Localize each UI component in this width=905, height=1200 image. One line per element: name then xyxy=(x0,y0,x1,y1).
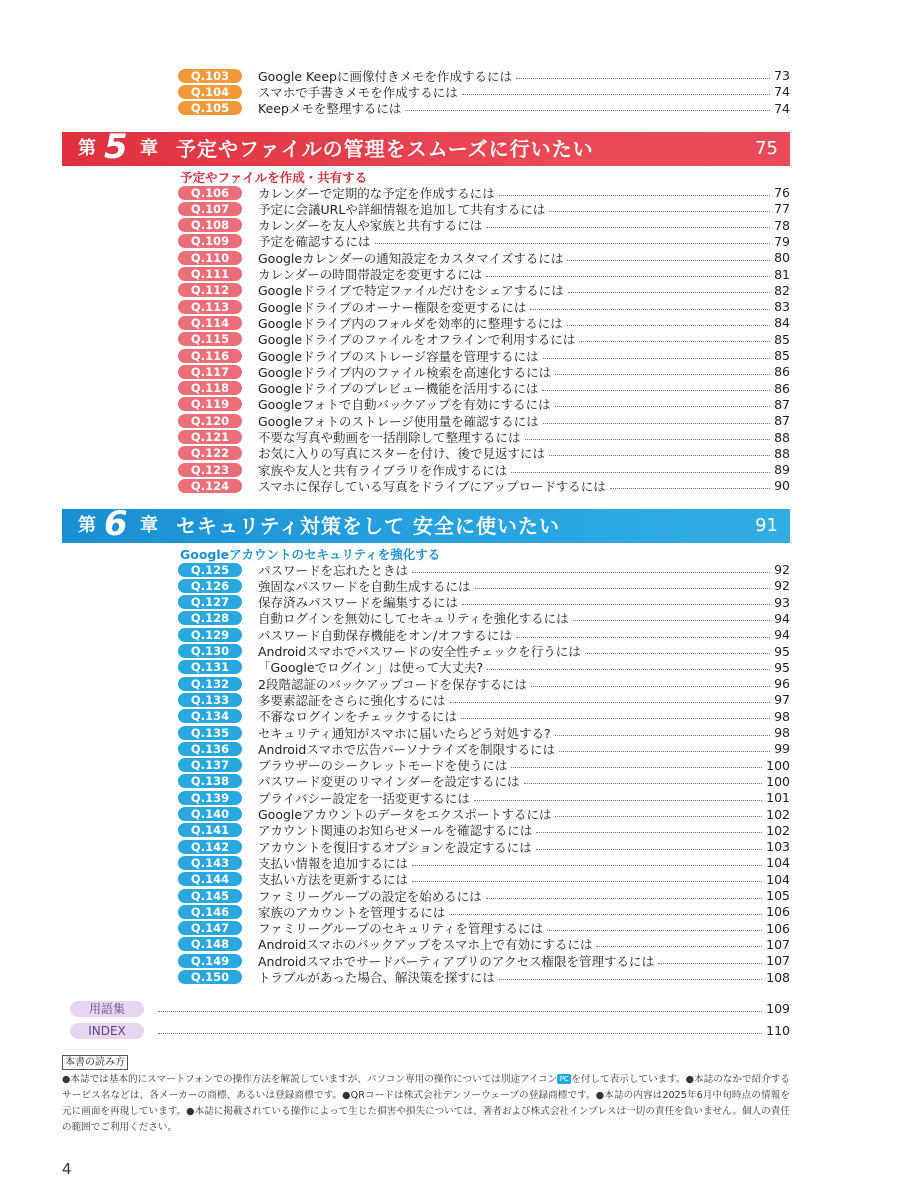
toc-page: 86 xyxy=(774,364,790,380)
toc-title: ファミリーグループの設定を始めるには xyxy=(258,888,482,904)
toc-page: 106 xyxy=(766,904,790,920)
toc-row[interactable] xyxy=(178,725,790,740)
toc-row[interactable] xyxy=(178,758,790,773)
toc-page: 92 xyxy=(774,578,790,594)
toc-row[interactable] xyxy=(178,332,790,347)
toc-row[interactable] xyxy=(178,660,790,675)
toc-title: アカウント関連のお知らせメールを確認するには xyxy=(258,823,533,839)
leader-dots xyxy=(524,782,763,784)
index-page: 110 xyxy=(766,1023,790,1038)
question-badge: Q.119 xyxy=(178,397,242,411)
toc-row[interactable] xyxy=(178,823,790,838)
leader-dots xyxy=(536,848,762,850)
toc-row[interactable] xyxy=(178,562,790,577)
notes-text xyxy=(62,1072,790,1136)
toc-page: 99 xyxy=(774,741,790,757)
leader-dots xyxy=(486,275,770,277)
glossary-page: 109 xyxy=(766,1001,790,1016)
toc-page: 98 xyxy=(774,725,790,740)
toc-row[interactable] xyxy=(178,578,790,593)
question-badge: Q.120 xyxy=(178,414,242,428)
leader-dots xyxy=(475,587,771,589)
question-badge: Q.127 xyxy=(178,595,242,609)
toc-row[interactable] xyxy=(178,348,790,363)
toc-row[interactable] xyxy=(178,446,790,461)
leader-dots xyxy=(412,880,762,882)
toc-page: 107 xyxy=(766,953,790,969)
toc-row[interactable] xyxy=(178,872,790,887)
toc-title: Google Keepに画像付きメモを作成するには xyxy=(258,68,512,84)
question-badge: Q.104 xyxy=(178,85,242,99)
toc-row[interactable] xyxy=(178,430,790,445)
toc-page: 73 xyxy=(774,68,790,83)
toc-row[interactable] xyxy=(178,627,790,642)
toc-row[interactable] xyxy=(178,676,790,691)
chapter-label: 第 xyxy=(78,138,96,159)
toc-row[interactable] xyxy=(178,970,790,985)
toc-title: 保存済みパスワードを編集するには xyxy=(258,595,459,611)
leader-dots xyxy=(511,471,770,473)
question-badge: Q.150 xyxy=(178,970,242,984)
question-badge: Q.131 xyxy=(178,660,242,674)
toc-row[interactable] xyxy=(178,462,790,477)
section-heading: 予定やファイルを作成・共有する xyxy=(180,170,368,185)
leader-dots xyxy=(596,945,762,947)
glossary-pill: 用語集 xyxy=(70,1001,144,1017)
toc-row[interactable] xyxy=(178,364,790,379)
leader-dots xyxy=(555,815,762,817)
glossary-row[interactable] xyxy=(70,1000,790,1017)
chapter-label-suffix: 章 xyxy=(140,515,158,536)
chapter-label: 第 xyxy=(78,515,96,536)
chapter-title: セキュリティ対策をして 安全に使いたい xyxy=(176,514,560,538)
toc-page: 94 xyxy=(774,627,790,643)
section-heading: Googleアカウントのセキュリティを強化する xyxy=(180,547,441,562)
toc-title: スマホで手書きメモを作成するには xyxy=(258,84,458,100)
leader-dots xyxy=(412,864,762,866)
toc-page: 87 xyxy=(774,396,790,412)
toc-row[interactable] xyxy=(178,741,790,756)
leader-dots xyxy=(573,619,770,621)
leader-dots xyxy=(542,389,770,391)
question-badge: Q.123 xyxy=(178,463,242,477)
question-badge: Q.135 xyxy=(178,726,242,740)
toc-page: 83 xyxy=(774,299,790,315)
toc-row[interactable] xyxy=(178,888,790,903)
question-badge: Q.114 xyxy=(178,316,242,330)
question-badge: Q.126 xyxy=(178,579,242,593)
leader-dots xyxy=(555,373,770,375)
toc-title: パスワード自動保存機能をオン/オフするには xyxy=(258,627,512,643)
toc-title: Googleドライブのオーナー権限を変更するには xyxy=(258,299,527,315)
question-badge: Q.141 xyxy=(178,823,242,837)
toc-row[interactable] xyxy=(178,413,790,428)
toc-title: スマホに保存している写真をドライブにアップロードするには xyxy=(258,478,606,494)
toc-page: 82 xyxy=(774,282,790,298)
question-badge: Q.145 xyxy=(178,889,242,903)
toc-row[interactable] xyxy=(178,250,790,265)
toc-row[interactable] xyxy=(178,283,790,298)
toc-title: Googleドライブで特定ファイルだけをシェアするには xyxy=(258,283,564,299)
leader-dots xyxy=(375,242,771,244)
toc-title: Googleカレンダーの通知設定をカスタマイズするには xyxy=(258,250,564,266)
leader-dots xyxy=(555,734,770,736)
question-badge: Q.113 xyxy=(178,300,242,314)
question-badge: Q.115 xyxy=(178,332,242,346)
question-badge: Q.133 xyxy=(178,693,242,707)
toc-title: 予定を確認するには xyxy=(258,234,371,250)
toc-row[interactable] xyxy=(178,201,790,216)
question-badge: Q.105 xyxy=(178,101,242,115)
toc-row[interactable] xyxy=(178,267,790,282)
toc-title: Googleドライブ内のファイル検索を高速化するには xyxy=(258,364,552,380)
toc-title: Keepメモを整理するには xyxy=(258,101,402,117)
question-badge: Q.103 xyxy=(178,69,242,83)
question-badge: Q.143 xyxy=(178,856,242,870)
toc-row[interactable] xyxy=(178,855,790,870)
leader-dots xyxy=(525,438,771,440)
leader-dots xyxy=(543,357,771,359)
leader-dots xyxy=(555,405,771,407)
toc-page: 89 xyxy=(774,462,790,478)
toc-row[interactable] xyxy=(178,937,790,952)
toc-row[interactable] xyxy=(178,774,790,789)
leader-dots xyxy=(405,109,770,111)
page-number: 4 xyxy=(62,1160,72,1178)
pc-icon: PC xyxy=(557,1074,571,1084)
toc-title: Googleドライブ内のフォルダを効率的に整理するには xyxy=(258,315,563,331)
question-badge: Q.107 xyxy=(178,202,242,216)
toc-row[interactable] xyxy=(178,644,790,659)
question-badge: Q.134 xyxy=(178,709,242,723)
toc-title: Androidスマホのバックアップをスマホ上で有効にするには xyxy=(258,937,593,953)
leader-dots xyxy=(486,226,770,228)
toc-title: 家族のアカウントを管理するには xyxy=(258,904,446,920)
toc-row[interactable] xyxy=(178,315,790,330)
toc-page: 74 xyxy=(774,84,790,100)
leader-dots xyxy=(499,194,770,196)
toc-page: 78 xyxy=(774,217,790,233)
toc-page: 94 xyxy=(774,610,790,626)
toc-row[interactable] xyxy=(178,397,790,412)
question-badge: Q.110 xyxy=(178,251,242,265)
toc-title: パスワード変更のリマインダーを設定するには xyxy=(258,774,520,790)
question-badge: Q.129 xyxy=(178,628,242,642)
toc-title: カレンダーで定期的な予定を作成するには xyxy=(258,185,495,201)
toc-title: Googleドライブのストレージ容量を管理するには xyxy=(258,348,539,364)
leader-dots xyxy=(412,571,770,573)
leader-dots xyxy=(511,766,762,768)
chapter-number: 5 xyxy=(104,127,128,167)
chapter-title: 予定やファイルの管理をスムーズに行いたい xyxy=(176,137,594,161)
toc-title: プライバシー設定を一括変更するには xyxy=(258,790,470,806)
toc-row[interactable] xyxy=(178,611,790,626)
toc-row[interactable] xyxy=(178,807,790,822)
toc-page: 79 xyxy=(774,233,790,249)
leader-dots xyxy=(549,210,770,212)
question-badge: Q.136 xyxy=(178,742,242,756)
toc-page: 100 xyxy=(766,757,790,773)
toc-page: 92 xyxy=(774,562,790,577)
toc-title: 予定に会議URLや詳細情報を追加して共有するには xyxy=(258,201,546,217)
toc-title: ファミリーグループのセキュリティを管理するには xyxy=(258,921,544,937)
leader-dots xyxy=(474,799,762,801)
leader-dots xyxy=(585,652,770,654)
toc-page: 90 xyxy=(774,478,790,494)
question-badge: Q.149 xyxy=(178,954,242,968)
question-badge: Q.137 xyxy=(178,758,242,772)
toc-row[interactable] xyxy=(178,68,790,83)
toc-title: 不審なログインをチェックするには xyxy=(258,709,458,725)
leader-dots xyxy=(531,685,770,687)
toc-page: 106 xyxy=(766,920,790,936)
question-badge: Q.121 xyxy=(178,430,242,444)
question-badge: Q.125 xyxy=(178,563,242,577)
toc-page: 88 xyxy=(774,429,790,445)
toc-page: 93 xyxy=(774,594,790,610)
toc-row[interactable] xyxy=(178,595,790,610)
chapter-label-suffix: 章 xyxy=(140,138,158,159)
toc-title: カレンダーを友人や家族と共有するには xyxy=(258,218,483,234)
toc-page: 88 xyxy=(774,445,790,461)
leader-dots xyxy=(568,291,770,293)
question-badge: Q.108 xyxy=(178,218,242,232)
leader-dots xyxy=(516,77,770,79)
chapter-6-header[interactable] xyxy=(62,504,790,544)
toc-row[interactable] xyxy=(178,904,790,919)
toc-title: お気に入りの写真にスターを付け、後で見返すには xyxy=(258,446,546,462)
chapter-page: 91 xyxy=(755,515,778,536)
question-badge: Q.106 xyxy=(178,186,242,200)
toc-row[interactable] xyxy=(178,185,790,200)
toc-title: 家族や友人と共有ライブラリを作成するには xyxy=(258,462,508,478)
toc-page: 81 xyxy=(774,266,790,282)
toc-title: Androidスマホでサードパーティアプリのアクセス権限を管理するには xyxy=(258,953,654,969)
question-badge: Q.116 xyxy=(178,349,242,363)
leader-dots xyxy=(658,962,762,964)
toc-row[interactable] xyxy=(178,839,790,854)
toc-title: セキュリティ通知がスマホに届いたらどう対処する? xyxy=(258,725,551,741)
toc-title: ブラウザーのシークレットモードを使うには xyxy=(258,758,508,774)
toc-page: 74 xyxy=(774,100,790,116)
leader-dots xyxy=(486,897,762,899)
toc-title: パスワードを忘れたときは xyxy=(258,562,409,578)
question-badge: Q.111 xyxy=(178,267,242,281)
toc-page: 98 xyxy=(774,708,790,724)
chapter-5-header[interactable] xyxy=(62,127,790,167)
leader-dots xyxy=(559,750,770,752)
toc-page: 87 xyxy=(774,413,790,429)
toc-title: 「Googleでログイン」は使って大丈夫? xyxy=(258,660,484,676)
index-row[interactable] xyxy=(70,1022,790,1039)
toc-page: 86 xyxy=(774,380,790,396)
leader-dots xyxy=(461,717,770,719)
leader-dots xyxy=(547,929,762,931)
leader-dots xyxy=(567,324,770,326)
leader-dots xyxy=(543,422,770,424)
toc-row[interactable] xyxy=(178,692,790,707)
toc-page: 84 xyxy=(774,315,790,331)
toc-row[interactable] xyxy=(178,84,790,99)
question-badge: Q.118 xyxy=(178,381,242,395)
question-badge: Q.117 xyxy=(178,365,242,379)
leader-dots xyxy=(549,454,770,456)
question-badge: Q.146 xyxy=(178,905,242,919)
question-badge: Q.148 xyxy=(178,937,242,951)
question-badge: Q.147 xyxy=(178,921,242,935)
toc-page: 85 xyxy=(774,331,790,347)
leader-dots xyxy=(158,1010,762,1012)
toc-title: Googleフォトで自動バックアップを有効にするには xyxy=(258,397,551,413)
index-pill: INDEX xyxy=(70,1023,144,1039)
leader-dots xyxy=(487,668,770,670)
question-badge: Q.138 xyxy=(178,774,242,788)
toc-title: 支払い方法を更新するには xyxy=(258,872,409,888)
leader-dots xyxy=(579,340,770,342)
question-badge: Q.144 xyxy=(178,872,242,886)
leader-dots xyxy=(449,913,762,915)
toc-page: 102 xyxy=(766,822,790,838)
toc-title: Androidスマホでパスワードの安全性チェックを行うには xyxy=(258,644,581,659)
leader-dots xyxy=(450,701,771,703)
toc-row[interactable] xyxy=(178,478,790,493)
toc-title: トラブルがあった場合、解決策を探すには xyxy=(258,970,495,985)
toc-row[interactable] xyxy=(178,709,790,724)
toc-page: 96 xyxy=(774,676,790,692)
toc-page: 76 xyxy=(774,185,790,200)
toc-title: Androidスマホで広告パーソナライズを制限するには xyxy=(258,741,556,757)
leader-dots xyxy=(610,487,770,489)
toc-page: 85 xyxy=(774,348,790,363)
toc-row[interactable] xyxy=(178,953,790,968)
question-badge: Q.142 xyxy=(178,840,242,854)
toc-title: 2段階認証のバックアップコードを保存するには xyxy=(258,676,527,692)
question-badge: Q.122 xyxy=(178,446,242,460)
toc-page: 103 xyxy=(766,839,790,855)
toc-page: 97 xyxy=(774,692,790,708)
toc-title: Googleアカウントのデータをエクスポートするには xyxy=(258,807,552,822)
chapter-page: 75 xyxy=(755,138,778,159)
toc-page: 80 xyxy=(774,250,790,266)
notes-text-a: ●本誌では基本的にスマートフォンでの操作方法を解説していますが、パソコン専用の操作については別途アイコン xyxy=(62,1074,558,1085)
toc-page: 100 xyxy=(766,773,790,789)
leader-dots xyxy=(530,308,770,310)
question-badge: Q.139 xyxy=(178,791,242,805)
leader-dots xyxy=(158,1032,762,1034)
toc-page: 101 xyxy=(766,790,790,806)
toc-title: Googleドライブのプレビュー機能を活用するには xyxy=(258,381,539,397)
question-badge: Q.124 xyxy=(178,479,242,493)
toc-row[interactable] xyxy=(178,921,790,936)
toc-page: 102 xyxy=(766,806,790,822)
toc-title: アカウントを復旧するオプションを設定するには xyxy=(258,839,532,855)
toc-title: 不要な写真や動画を一括削除して整理するには xyxy=(258,430,521,445)
toc-page: 105 xyxy=(766,888,790,903)
toc-page: 77 xyxy=(774,201,790,217)
leader-dots xyxy=(536,831,762,833)
leader-dots xyxy=(462,603,770,605)
question-badge: Q.140 xyxy=(178,807,242,821)
toc-row[interactable] xyxy=(178,218,790,233)
leader-dots xyxy=(462,93,770,95)
toc-title: Googleフォトのストレージ使用量を確認するには xyxy=(258,413,539,429)
question-badge: Q.112 xyxy=(178,283,242,297)
notes-text-b: を付して表示しています。●本誌のなかで紹介するサービス名などは、各メーカーの商標、あるいは登録商標です。●QRコードは株式会社デンソーウェーブの登録商標です。●本誌の内容は2025年6月中旬時点の情報を元に画面を再現しています。●本誌に掲載されている操作によって生じた損害や損失については、著者および株式会社インプレスは一切の責任を負いません。個人の責任の範囲でご利用ください。 xyxy=(62,1074,790,1133)
toc-row[interactable] xyxy=(178,101,790,116)
toc-row[interactable] xyxy=(178,299,790,314)
leader-dots xyxy=(499,978,762,980)
leader-dots xyxy=(567,259,770,261)
notes-heading: 本書の読み方 xyxy=(62,1055,128,1070)
toc-title: 支払い情報を追加するには xyxy=(258,855,409,871)
toc-page: 95 xyxy=(774,643,790,659)
question-badge: Q.128 xyxy=(178,611,242,625)
question-badge: Q.109 xyxy=(178,234,242,248)
question-badge: Q.132 xyxy=(178,677,242,691)
toc-title: 自動ログインを無効にしてセキュリティを強化するには xyxy=(258,611,569,627)
question-badge: Q.130 xyxy=(178,644,242,658)
toc-page: 95 xyxy=(774,659,790,675)
toc-row[interactable] xyxy=(178,790,790,805)
toc-page: 104 xyxy=(766,855,790,871)
toc-row[interactable] xyxy=(178,381,790,396)
toc-page: 104 xyxy=(766,871,790,887)
leader-dots xyxy=(516,636,770,638)
toc-title: Googleドライブのファイルをオフラインで利用するには xyxy=(258,332,576,348)
toc-title: カレンダーの時間帯設定を変更するには xyxy=(258,267,483,282)
toc-page: 108 xyxy=(766,969,790,985)
toc-row[interactable] xyxy=(178,234,790,249)
chapter-number: 6 xyxy=(104,504,128,544)
toc-page: 107 xyxy=(766,936,790,952)
toc-title: 強固なパスワードを自動生成するには xyxy=(258,578,471,594)
toc-title: 多要素認証をさらに強化するには xyxy=(258,692,446,708)
